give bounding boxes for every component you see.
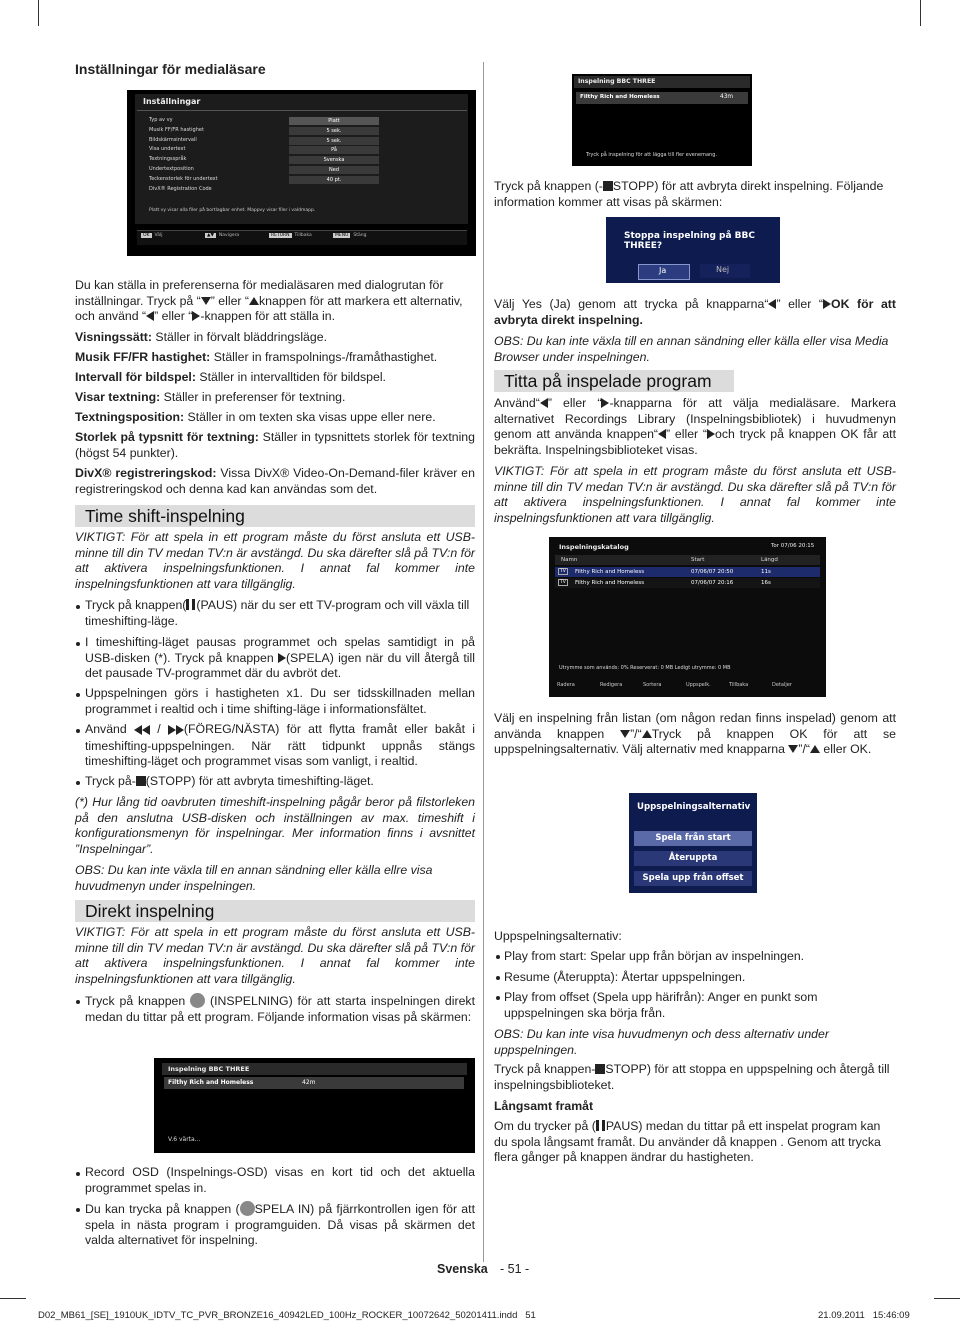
column-header: Start <box>691 557 705 563</box>
setting-description: Intervall för bildspel: Ställer in intervalltiden för bildspel. <box>75 370 386 385</box>
setting-description: Visningssätt: Ställer in förvalt bläddringsläge. <box>75 330 327 344</box>
down-arrow-icon <box>201 297 211 305</box>
crop-mark <box>934 1298 960 1299</box>
dr-bullet-1: Tryck på knappen (INSPELNING) för att starta inspelningen direkt medan du tittar på ett program. Följande information visas på skärmen: <box>85 994 475 1024</box>
intro-paragraph: Du kan ställa in preferenserna för medialäsaren med dialogrutan för inställningar. Tryck på “ ” eller “ knappen för att markera ett alternativ, och använd “ ” eller “ -knappen för att ställa in. <box>75 278 463 324</box>
dr-bullet-3: Du kan trycka på knappen ( SPELA IN) på fjärrkontrollen igen för att spela in nästa program i programguiden. Då visas på skärmen det valda alternativet för inspelning. <box>85 1202 475 1248</box>
stop-icon <box>595 1064 605 1074</box>
column-header: Längd <box>761 557 778 563</box>
footer-hint: Radera <box>557 682 575 688</box>
recording-osd-top: Inspelning BBC THREE Filthy Rich and Homeless 43m Tryck på inspelning för att lägga till fler evenemang. <box>572 74 752 166</box>
section-title: Inställningar för medialäsare <box>75 61 266 77</box>
ts-bullet-3: Uppspelningen görs i hastigheten x1. Du ser tidsskillnaden mellan programmet i realtid och i time shifting-läge i informationsfältet. <box>85 686 475 716</box>
crop-mark <box>0 1298 26 1299</box>
footer-hint: RETURN Tillbaka <box>271 233 312 238</box>
footer-hint: ▲▼ Navigera <box>207 233 240 238</box>
ts-bullet-4: Använd / (FÖREG/NÄSTA) för att flytta framåt eller bakåt i timeshifting-uppspelningen. När rätt tidpunkt uppnås stängs timeshifting-läget och programmet visas som vanligt, i realtid. <box>85 722 476 769</box>
table-row[interactable]: TV Filthy Rich and Homeless 07/06/07 20:50 11s <box>555 567 820 577</box>
playback-options-screenshot: Uppspelningsalternativ Spela från start Återuppta Spela upp från offset <box>629 793 757 893</box>
play-option[interactable]: Spela från start <box>634 831 752 846</box>
left-arrow-icon <box>540 398 548 408</box>
yes-paragraph: Välj Yes (Ja) genom att trycka på knapparna“ ” eller “ OK för att avbryta direkt inspelning. <box>494 297 896 327</box>
setting-description: DivX® registreringskod: Vissa DivX® Video-On-Demand-filer kräver en registreringskod och denna kad kan användas som det. <box>75 466 475 496</box>
stop-recording-dialog: Stoppa inspelning på BBC THREE? Ja Nej <box>606 217 780 283</box>
setting-description: Musik FF/FR hastighet: Ställer in framspolnings-/framåthastighet. <box>75 350 438 365</box>
settings-screenshot <box>127 90 476 256</box>
select-paragraph: Välj en inspelning från listan (om någon redan finns inspelad) genom att använda knappen ”/“ Tryck på knappen OK för att se uppspelningsalternativ. Välj alternativ med knapparna ”/“ eller OK. <box>494 711 897 757</box>
record-icon <box>190 993 205 1008</box>
footer-hint: Uppspelk. <box>686 682 711 688</box>
stop-playback-paragraph: Tryck på knappen- STOPP) för att stoppa en uppspelning och återgå till inspelningsbiblioteket. <box>494 1062 890 1092</box>
footer-hint: Sortera <box>643 682 662 688</box>
record-icon <box>240 1201 255 1216</box>
page-label: Svenska <box>437 1262 488 1276</box>
play-option[interactable]: Spela upp från offset <box>634 871 752 886</box>
footer-hint: Tillbaka <box>729 682 749 688</box>
settings-row[interactable]: Undertextposition Ned <box>149 166 449 176</box>
pause-icon <box>186 599 195 610</box>
watch-paragraph: Använd“ ” eller “ -knapparna för att välja medialäsare. Markera alternativet Recordings Library (Inspelningsbibliotek) i huvudmenyn genom att använda knappen“ ” eller “ och tryck på knappen OK får att bekräfta. Inspelningsbiblioteket visas. <box>494 396 896 457</box>
no-button[interactable]: Nej <box>700 264 750 278</box>
up-arrow-icon <box>249 297 259 305</box>
timeshift-heading: Time shift-inspelning <box>75 505 475 527</box>
table-row[interactable]: TV Filthy Rich and Homeless 07/06/07 20:16 16s <box>555 578 820 588</box>
rewind-icon <box>134 723 150 739</box>
down-arrow-icon <box>788 745 798 753</box>
pause-icon <box>596 1120 605 1131</box>
obs-note-2: OBS: Du kan inte växla till en annan sändning eller källa eller visa Media Browser under inspelningen. <box>494 334 889 364</box>
settings-row[interactable]: Musik FF/FR hastighet 5 sek. <box>149 127 449 137</box>
important-note-3: VIKTIGT: För att spela in ett program måste du först ansluta ett USB-minne till din TV medan TV:n är avstängd. Du ska därefter slå på TV:n för att aktivera inspelningsfunktionen. I annat fal kommer inte inspelningsfunktionen att vara tillgänglig. <box>494 464 896 525</box>
right-arrow-icon <box>823 299 831 309</box>
recording-library-screenshot: Inspelningskatalog Tor 07/06 20:15 Namn Start Längd TV Filthy Rich and Homeless 07/06/07 20:50 11s TV Filthy Rich and Homeless 07/06/07 20:16 16s Utrymme som används: 0% Reserverat: 0 MB Ledigt utrymme: 0 MB Radera Redigera Sortera Uppspelk. Tillbaka Detaljer <box>549 537 826 697</box>
up-arrow-icon <box>810 745 820 753</box>
setting-description: Visar textning: Ställer in preferenser för textning. <box>75 390 346 405</box>
file-info: D02_MB61_[SE]_1910UK_IDTV_TC_PVR_BRONZE16_40942LED_100Hz_ROCKER_10072642_50201411.indd 51 <box>38 1310 536 1321</box>
footer-hint: Redigera <box>600 682 623 688</box>
ts-bullet-2: I timeshifting-läget pausas programmet och spelas samtidigt in på USB-disken (*). Tryck på knappen (SPELA) igen när du vill återgå till det pausade TV-programmet där du avbröt det. <box>85 635 475 681</box>
options-title: Uppspelningsalternativ: <box>494 929 622 943</box>
settings-note: Platt vy visar alla filer på bortlagbar enhet. Mappvy visar filer i valdmapp. <box>149 208 316 213</box>
slow-forward-title: Långsamt framåt <box>494 1099 594 1113</box>
footer-hint: MENU Stäng <box>335 233 367 238</box>
settings-descriptions <box>75 330 475 502</box>
print-date: 21.09.2011 15:46:09 <box>818 1310 910 1321</box>
footer-hint: Detaljer <box>772 682 792 688</box>
column-header: Namn <box>561 557 578 563</box>
setting-description: Textningsposition: Ställer in om texten ska visas uppe eller nere. <box>75 410 436 425</box>
crop-mark <box>920 0 921 26</box>
settings-row[interactable]: Visa undertext På <box>149 146 449 156</box>
options-list <box>494 949 896 1026</box>
yes-button[interactable]: Ja <box>638 264 690 280</box>
forward-icon <box>168 723 184 739</box>
obs-note-1: OBS: Du kan inte växla till en annan sändning eller källa ellre visa huvudmenyn under inspelningen. <box>75 863 433 893</box>
settings-row[interactable]: Teckenstorlek för undertext 40 pt. <box>149 176 449 186</box>
left-arrow-icon <box>658 429 666 439</box>
right-arrow-icon <box>707 429 715 439</box>
page-number: - 51 - <box>500 1262 530 1276</box>
important-note: VIKTIGT: För att spela in ett program måste du först ansluta ett USB-minne till din TV medan TV:n är avstängd. Du ska därefter slå på TV:n för att aktivera inspelningsfunktionen. I annat fal kommer inte inspelningsfunktionen att vara tillgänglig. <box>75 530 475 591</box>
settings-title: Inställningar <box>143 97 201 106</box>
ts-bullet-1: Tryck på knappen( (PAUS) när du ser ett TV-program och vill växla till timeshifting-läge. <box>85 598 470 628</box>
stop-icon <box>136 776 146 786</box>
settings-row[interactable]: DivX® Registration Code <box>149 185 212 192</box>
crop-mark <box>38 0 39 26</box>
settings-row[interactable]: Textningsspråk Svenska <box>149 156 449 166</box>
left-arrow-icon <box>146 311 154 321</box>
dr-bullet-2: Record OSD (Inspelnings-OSD) visas en kort tid och det aktuella programmet spelas in. <box>85 1165 475 1195</box>
column-divider <box>483 62 484 1262</box>
important-note-2: VIKTIGT: För att spela in ett program måste du först ansluta ett USB-minne till din TV medan TV:n är avstängd. Du ska därefter slå på TV:n för att aktivera inspelningsfunktionen. I annat fal kommer inte inspelningsfunktionen att vara tillgänglig. <box>75 925 475 986</box>
obs-note-3: OBS: Du kan inte visa huvudmenyn och dess alternativ under uppspelningen. <box>494 1027 829 1057</box>
stop-icon <box>603 181 613 191</box>
play-option[interactable]: Återuppta <box>634 851 752 866</box>
slow-forward-paragraph: Om du trycker på ( PAUS) medan du tittar på ett inspelat program kan du spola långsamt framåt. Du använder då knappen . Genom att trycka flera gånger på knappen ändrar du hastigheten. <box>494 1119 881 1165</box>
play-icon <box>278 653 286 663</box>
footer-hint: OK Välj <box>143 233 163 238</box>
settings-row[interactable]: Bildskärmsintervall 5 sek. <box>149 137 449 147</box>
watch-heading: Titta på inspelade program <box>494 370 734 392</box>
recording-osd-screenshot: Inspelning BBC THREE Filthy Rich and Homeless 42m V.6 värta... <box>154 1058 475 1153</box>
list-item: Resume (Återuppta): Återtar uppspelningen. <box>494 970 896 986</box>
setting-description: Storlek på typsnitt för textning: Ställer in typsnittets storlek för textning (högst 54 punkter). <box>75 430 475 461</box>
direct-recording-heading: Direkt inspelning <box>75 900 475 922</box>
stop-paragraph: Tryck på knappen (- STOPP) för att avbryta direkt inspelning. Följande information kommer att visas på skärmen: <box>494 179 884 209</box>
list-item: Play from start: Spelar upp från början av inspelningen. <box>494 949 896 965</box>
timeshift-footnote: (*) Hur lång tid oavbruten timeshift-inspelning pågår beror på filstorleken på den anslutna USB-disken och inställningen av max. timeshift i konfigurationsmenyn för inspelningar. Mer information finns i avsnittet ”Inspelningar”. <box>75 795 475 856</box>
up-arrow-icon <box>642 730 652 738</box>
list-item: Play from offset (Spela upp härifrån): Anger en punkt som uppspelningen ska börja från. <box>494 990 896 1021</box>
settings-row[interactable]: Typ av vy Platt <box>149 117 449 127</box>
down-arrow-icon <box>620 730 630 738</box>
ts-bullet-5: Tryck på- (STOPP) för att avbryta timeshifting-läget. <box>85 774 374 788</box>
